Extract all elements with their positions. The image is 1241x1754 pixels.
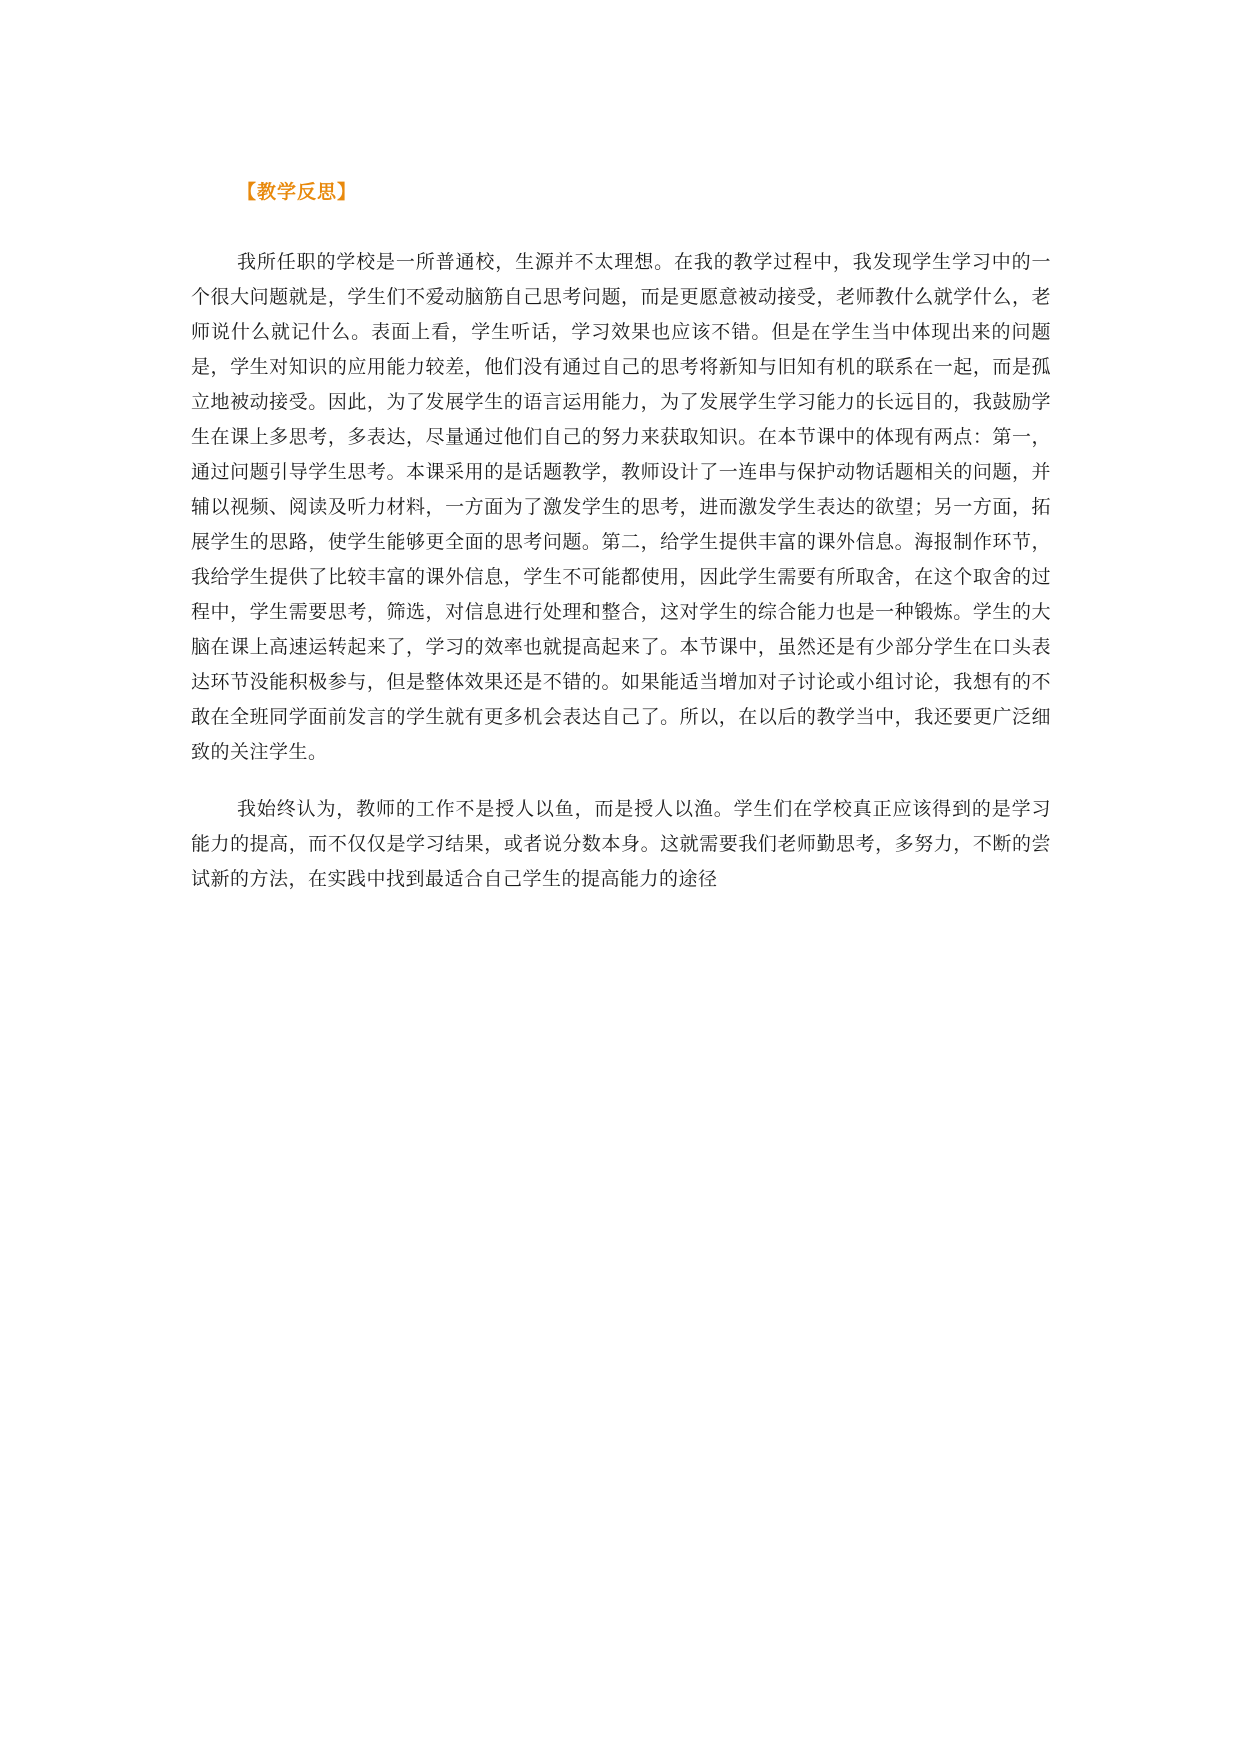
section-heading: 【教学反思】 xyxy=(237,181,358,203)
paragraph-reflection-conclusion: 我始终认为，教师的工作不是授人以鱼，而是授人以渔。学生们在学校真正应该得到的是学习能力的提高，而不仅仅是学习结果，或者说分数本身。这就需要我们老师勤思考，多努力，不断的尝试新的方法，在实践中找到最适合自己学生的提高能力的途径 xyxy=(191,798,1051,890)
paragraph-reflection-main: 我所任职的学校是一所普通校，生源并不太理想。在我的教学过程中，我发现学生学习中的一个很大问题就是，学生们不爱动脑筋自己思考问题，而是更愿意被动接受，老师教什么就学什么，老师说什么就记什么。表面上看，学生听话，学习效果也应该不错。但是在学生当中体现出来的问题是，学生对知识的应用能力较差，他们没有通过自己的思考将新知与旧知有机的联系在一起，而是孤立地被动接受。因此，为了发展学生的语言运用能力，为了发展学生学习能力的长远目的，我鼓励学生在课上多思考，多表达，尽量通过他们自己的努力来获取知识。在本节课中的体现有两点：第一，通过问题引导学生思考。本课采用的是话题教学，教师设计了一连串与保护动物话题相关的问题，并辅以视频、阅读及听力材料，一方面为了激发学生的思考，进而激发学生表达的欲望；另一方面，拓展学生的思路，使学生能够更全面的思考问题。第二，给学生提供丰富的课外信息。海报制作环节，我给学生提供了比较丰富的课外信息，学生不可能都使用，因此学生需要有所取舍，在这个取舍的过程中，学生需要思考，筛选，对信息进行处理和整合，这对学生的综合能力也是一种锻炼。学生的大脑在课上高速运转起来了，学习的效率也就提高起来了。本节课中，虽然还是有少部分学生在口头表达环节没能积极参与，但是整体效果还是不错的。如果能适当增加对子讨论或小组讨论，我想有的不敢在全班同学面前发言的学生就有更多机会表达自己了。所以，在以后的教学当中，我还要更广泛细致的关注学生。 xyxy=(191,251,1051,763)
document-body xyxy=(191,174,1051,919)
